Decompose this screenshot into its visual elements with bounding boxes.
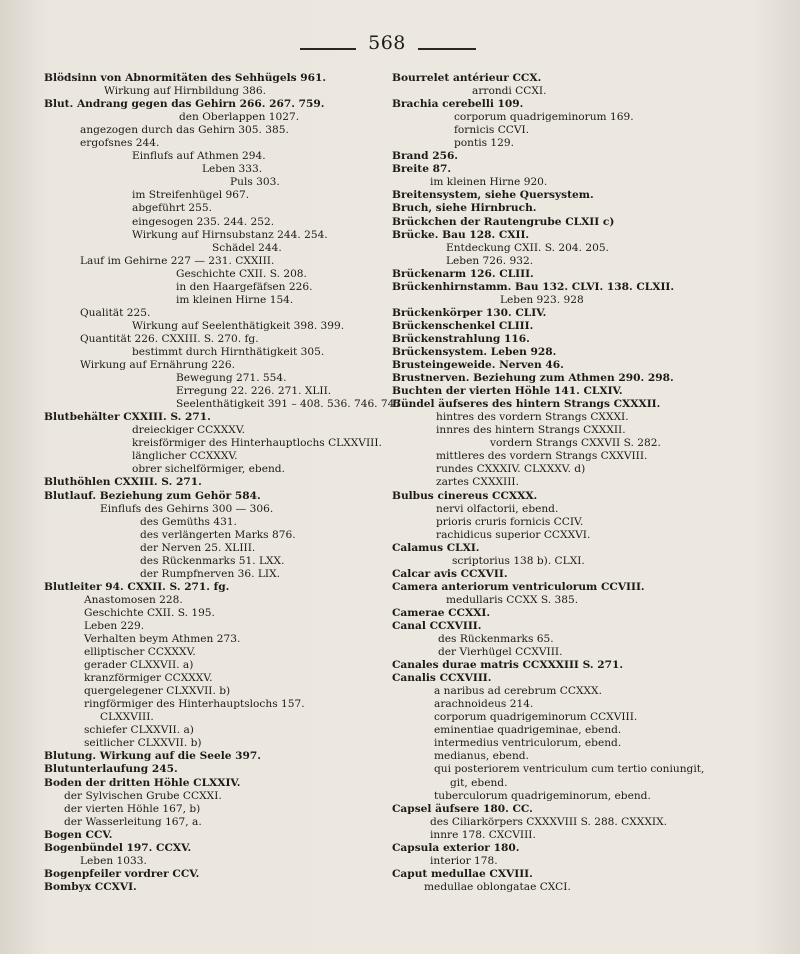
left-index-entry: Einflufs auf Athmen 294.: [132, 150, 266, 163]
right-index-entry: Calcar avis CCXVII.: [392, 567, 508, 580]
right-index-entry: Bulbus cinereus CCXXX.: [392, 489, 538, 502]
right-index-entry: rachidicus superior CCXXVI.: [436, 528, 591, 541]
right-index-entry: intermedius ventriculorum, ebend.: [434, 737, 622, 750]
right-index-entry: Brückenstrahlung 116.: [392, 332, 530, 345]
left-index-entry: schiefer CLXXVII. a): [84, 724, 194, 737]
left-index-entry: Bluthöhlen CXXIII. S. 271.: [44, 476, 202, 489]
left-index-entry: des Gemüths 431.: [140, 515, 237, 528]
index-column-right: [392, 72, 762, 894]
left-index-entry: des verlängerten Marks 876.: [140, 528, 296, 541]
left-index-entry: ringförmiger des Hinterhauptslochs 157.: [84, 698, 305, 711]
right-index-entry: nervi olfactorii, ebend.: [436, 502, 559, 515]
right-index-entry: qui posteriorem ventriculum cum tertio coniungit,: [434, 763, 705, 776]
left-index-entry: länglicher CCXXXV.: [132, 450, 238, 463]
right-index-entry: des Ciliarkörpers CXXXVIII S. 288. CXXXIX.: [430, 815, 667, 828]
right-index-entry: pontis 129.: [454, 137, 515, 150]
left-index-entry: quergelegener CLXXVII. b): [84, 685, 231, 698]
right-index-entry: Capsel äufsere 180. CC.: [392, 802, 533, 815]
right-index-entry: Brückensystem. Leben 928.: [392, 345, 557, 358]
left-index-entry: Bogenbündel 197. CCXV.: [44, 841, 192, 854]
right-index-entry: zartes CXXXIII.: [436, 476, 519, 489]
left-index-entry: Leben 1033.: [80, 854, 147, 867]
right-index-entry: Canalis CCXVIII.: [392, 672, 492, 685]
left-index-entry: Seelenthätigkeit 391 – 408. 536. 746. 747.: [176, 398, 405, 411]
right-index-entry: Brückenschenkel CLIII.: [392, 319, 534, 332]
right-index-entry: corporum quadrigeminorum 169.: [454, 111, 634, 124]
left-index-entry: Blutunterlaufung 245.: [44, 763, 178, 776]
left-index-entry: im kleinen Hirne 154.: [176, 293, 294, 306]
left-index-entry: Lauf im Gehirne 227 — 231. CXXIII.: [80, 254, 275, 267]
left-index-entry: des Rückenmarks 51. LXX.: [140, 554, 285, 567]
left-index-entry: Puls 303.: [230, 176, 280, 189]
right-index-entry: Capsula exterior 180.: [392, 841, 520, 854]
left-index-entry: bestimmt durch Hirnthätigkeit 305.: [132, 345, 325, 358]
right-index-entry: vordern Strangs CXXVII S. 282.: [490, 437, 661, 450]
right-index-entry: Brustnerven. Beziehung zum Athmen 290. 298.: [392, 372, 674, 385]
right-index-entry: git, ebend.: [450, 776, 508, 789]
index-column-left: [44, 72, 405, 894]
header-rule-right: [418, 48, 476, 50]
right-index-entry: Camerae CCXXI.: [392, 606, 491, 619]
left-index-entry: Geschichte CXII. S. 208.: [176, 267, 307, 280]
right-index-entry: fornicis CCVI.: [454, 124, 530, 137]
right-index-entry: Brückchen der Rautengrube CLXII c): [392, 215, 615, 228]
right-index-entry: Brachia cerebelli 109.: [392, 98, 524, 111]
left-index-entry: Leben 333.: [202, 163, 263, 176]
right-index-entry: der Vierhügel CCXVIII.: [438, 646, 563, 659]
left-index-entry: Wirkung auf Seelenthätigkeit 398. 399.: [132, 319, 345, 332]
right-index-entry: medullaris CCXX S. 385.: [446, 593, 579, 606]
right-index-entry: Camera anteriorum ventriculorum CCVIII.: [392, 580, 645, 593]
page-number: 568: [368, 32, 406, 54]
left-index-entry: kranzförmiger CCXXXV.: [84, 672, 213, 685]
right-index-entry: Breite 87.: [392, 163, 452, 176]
right-index-entry: mittleres des vordern Strangs CXXVIII.: [436, 450, 648, 463]
right-index-entry: medianus, ebend.: [434, 750, 529, 763]
left-index-entry: Anastomosen 228.: [84, 593, 183, 606]
left-index-entry: Wirkung auf Ernährung 226.: [80, 359, 236, 372]
left-index-entry: angezogen durch das Gehirn 305. 385.: [80, 124, 289, 137]
left-index-entry: Einflufs des Gehirns 300 — 306.: [100, 502, 274, 515]
right-index-entry: Buchten der vierten Höhle 141. CLXIV.: [392, 385, 623, 398]
left-index-entry: Geschichte CXII. S. 195.: [84, 606, 215, 619]
left-index-entry: der Nerven 25. XLIII.: [140, 541, 256, 554]
left-index-entry: Blödsinn von Abnormitäten des Sehhügels 961.: [44, 72, 327, 84]
left-index-entry: Qualität 225.: [80, 306, 151, 319]
left-index-entry: der Wasserleitung 167, a.: [64, 815, 202, 828]
right-index-entry: Canales durae matris CCXXXIII S. 271.: [392, 659, 624, 672]
left-index-entry: Bogen CCV.: [44, 828, 113, 841]
right-index-entry: corporum quadrigeminorum CCXVIII.: [434, 711, 638, 724]
left-index-entry: gerader CLXXVII. a): [84, 659, 194, 672]
right-index-entry: Entdeckung CXII. S. 204. 205.: [446, 241, 609, 254]
right-index-entry: tuberculorum quadrigeminorum, ebend.: [434, 789, 651, 802]
right-index-entry: innres des hintern Strangs CXXXII.: [436, 424, 626, 437]
left-index-entry: der Rumpfnerven 36. LIX.: [140, 567, 280, 580]
right-index-entry: rundes CXXXIV. CLXXXV. d): [436, 463, 586, 476]
left-index-entry: der vierten Höhle 167, b): [64, 802, 201, 815]
right-index-entry: Caput medullae CXVIII.: [392, 867, 533, 880]
left-index-entry: Wirkung auf Hirnsubstanz 244. 254.: [132, 228, 328, 241]
right-index-entry: Brand 256.: [392, 150, 458, 163]
left-index-entry: CLXXVIII.: [100, 711, 154, 724]
right-index-entry: Bruch, siehe Hirnbruch.: [392, 202, 537, 215]
right-index-entry: Leben 923. 928: [500, 293, 584, 306]
right-index-entry: interior 178.: [430, 854, 498, 867]
left-index-entry: Quantität 226. CXXIII. S. 270. fg.: [80, 332, 259, 345]
right-index-entry: Bourrelet antérieur CCX.: [392, 72, 542, 84]
right-index-entry: Brusteingeweide. Nerven 46.: [392, 359, 564, 372]
header-rule-left: [300, 48, 356, 50]
left-index-entry: Blutung. Wirkung auf die Seele 397.: [44, 750, 261, 763]
page-header: [0, 28, 800, 62]
right-index-entry: arrondi CCXI.: [472, 85, 547, 98]
right-index-entry: hintres des vordern Strangs CXXXI.: [436, 411, 629, 424]
left-index-entry: seitlicher CLXXVII. b): [84, 737, 202, 750]
left-index-entry: Blut. Andrang gegen das Gehirn 266. 267. 759.: [44, 98, 325, 111]
right-index-entry: Bündel äufseres des hintern Strangs CXXXII.: [392, 398, 661, 411]
right-index-entry: arachnoideus 214.: [434, 698, 534, 711]
left-index-entry: Erregung 22. 226. 271. XLII.: [176, 385, 332, 398]
right-index-entry: Brücke. Bau 128. CXII.: [392, 228, 530, 241]
right-index-entry: Brückenarm 126. CLIII.: [392, 267, 534, 280]
right-index-entry: des Rückenmarks 65.: [438, 633, 554, 646]
right-index-entry: im kleinen Hirne 920.: [430, 176, 548, 189]
left-index-entry: eingesogen 235. 244. 252.: [132, 215, 275, 228]
left-index-entry: Schädel 244.: [212, 241, 282, 254]
right-index-entry: Breitensystem, siehe Quersystem.: [392, 189, 594, 202]
left-index-entry: Boden der dritten Höhle CLXXIV.: [44, 776, 241, 789]
left-index-entry: abgeführt 255.: [132, 202, 212, 215]
left-index-entry: Blutleiter 94. CXXII. S. 271. fg.: [44, 580, 230, 593]
left-index-entry: Wirkung auf Hirnbildung 386.: [104, 85, 267, 98]
left-index-entry: Blutlauf. Beziehung zum Gehör 584.: [44, 489, 261, 502]
left-index-entry: ergofsnes 244.: [80, 137, 160, 150]
right-index-entry: Brückenhirnstamm. Bau 132. CLVI. 138. CLXII.: [392, 280, 675, 293]
left-index-entry: der Sylvischen Grube CCXXI.: [64, 789, 222, 802]
right-index-entry: Calamus CLXI.: [392, 541, 480, 554]
right-index-entry: eminentiae quadrigeminae, ebend.: [434, 724, 622, 737]
right-index-entry: scriptorius 138 b). CLXI.: [452, 554, 585, 567]
left-index-entry: Bogenpfeiler vordrer CCV.: [44, 867, 200, 880]
right-index-entry: a naribus ad cerebrum CCXXX.: [434, 685, 602, 698]
left-index-entry: Bewegung 271. 554.: [176, 372, 287, 385]
left-index-entry: Leben 229.: [84, 619, 145, 632]
left-index-entry: in den Haargefäfsen 226.: [176, 280, 313, 293]
right-index-entry: Brückenkörper 130. CLIV.: [392, 306, 547, 319]
right-index-entry: prioris cruris fornicis CCIV.: [436, 515, 584, 528]
left-index-entry: obrer sichelförmiger, ebend.: [132, 463, 285, 476]
left-index-entry: Verhalten beym Athmen 273.: [84, 633, 241, 646]
left-index-entry: elliptischer CCXXXV.: [84, 646, 196, 659]
right-index-entry: Canal CCXVIII.: [392, 619, 482, 632]
left-index-entry: den Oberlappen 1027.: [179, 111, 300, 124]
left-index-entry: kreisförmiger des Hinterhauptlochs CLXXVIII.: [132, 437, 382, 450]
left-index-entry: im Streifenhügel 967.: [132, 189, 250, 202]
left-index-entry: Bombyx CCXVI.: [44, 880, 137, 893]
left-index-entry: Blutbehälter CXXIII. S. 271.: [44, 411, 211, 424]
right-index-entry: innre 178. CXCVIII.: [430, 828, 536, 841]
left-index-entry: dreieckiger CCXXXV.: [132, 424, 245, 437]
right-index-entry: medullae oblongatae CXCI.: [424, 880, 571, 893]
right-index-entry: Leben 726. 932.: [446, 254, 534, 267]
